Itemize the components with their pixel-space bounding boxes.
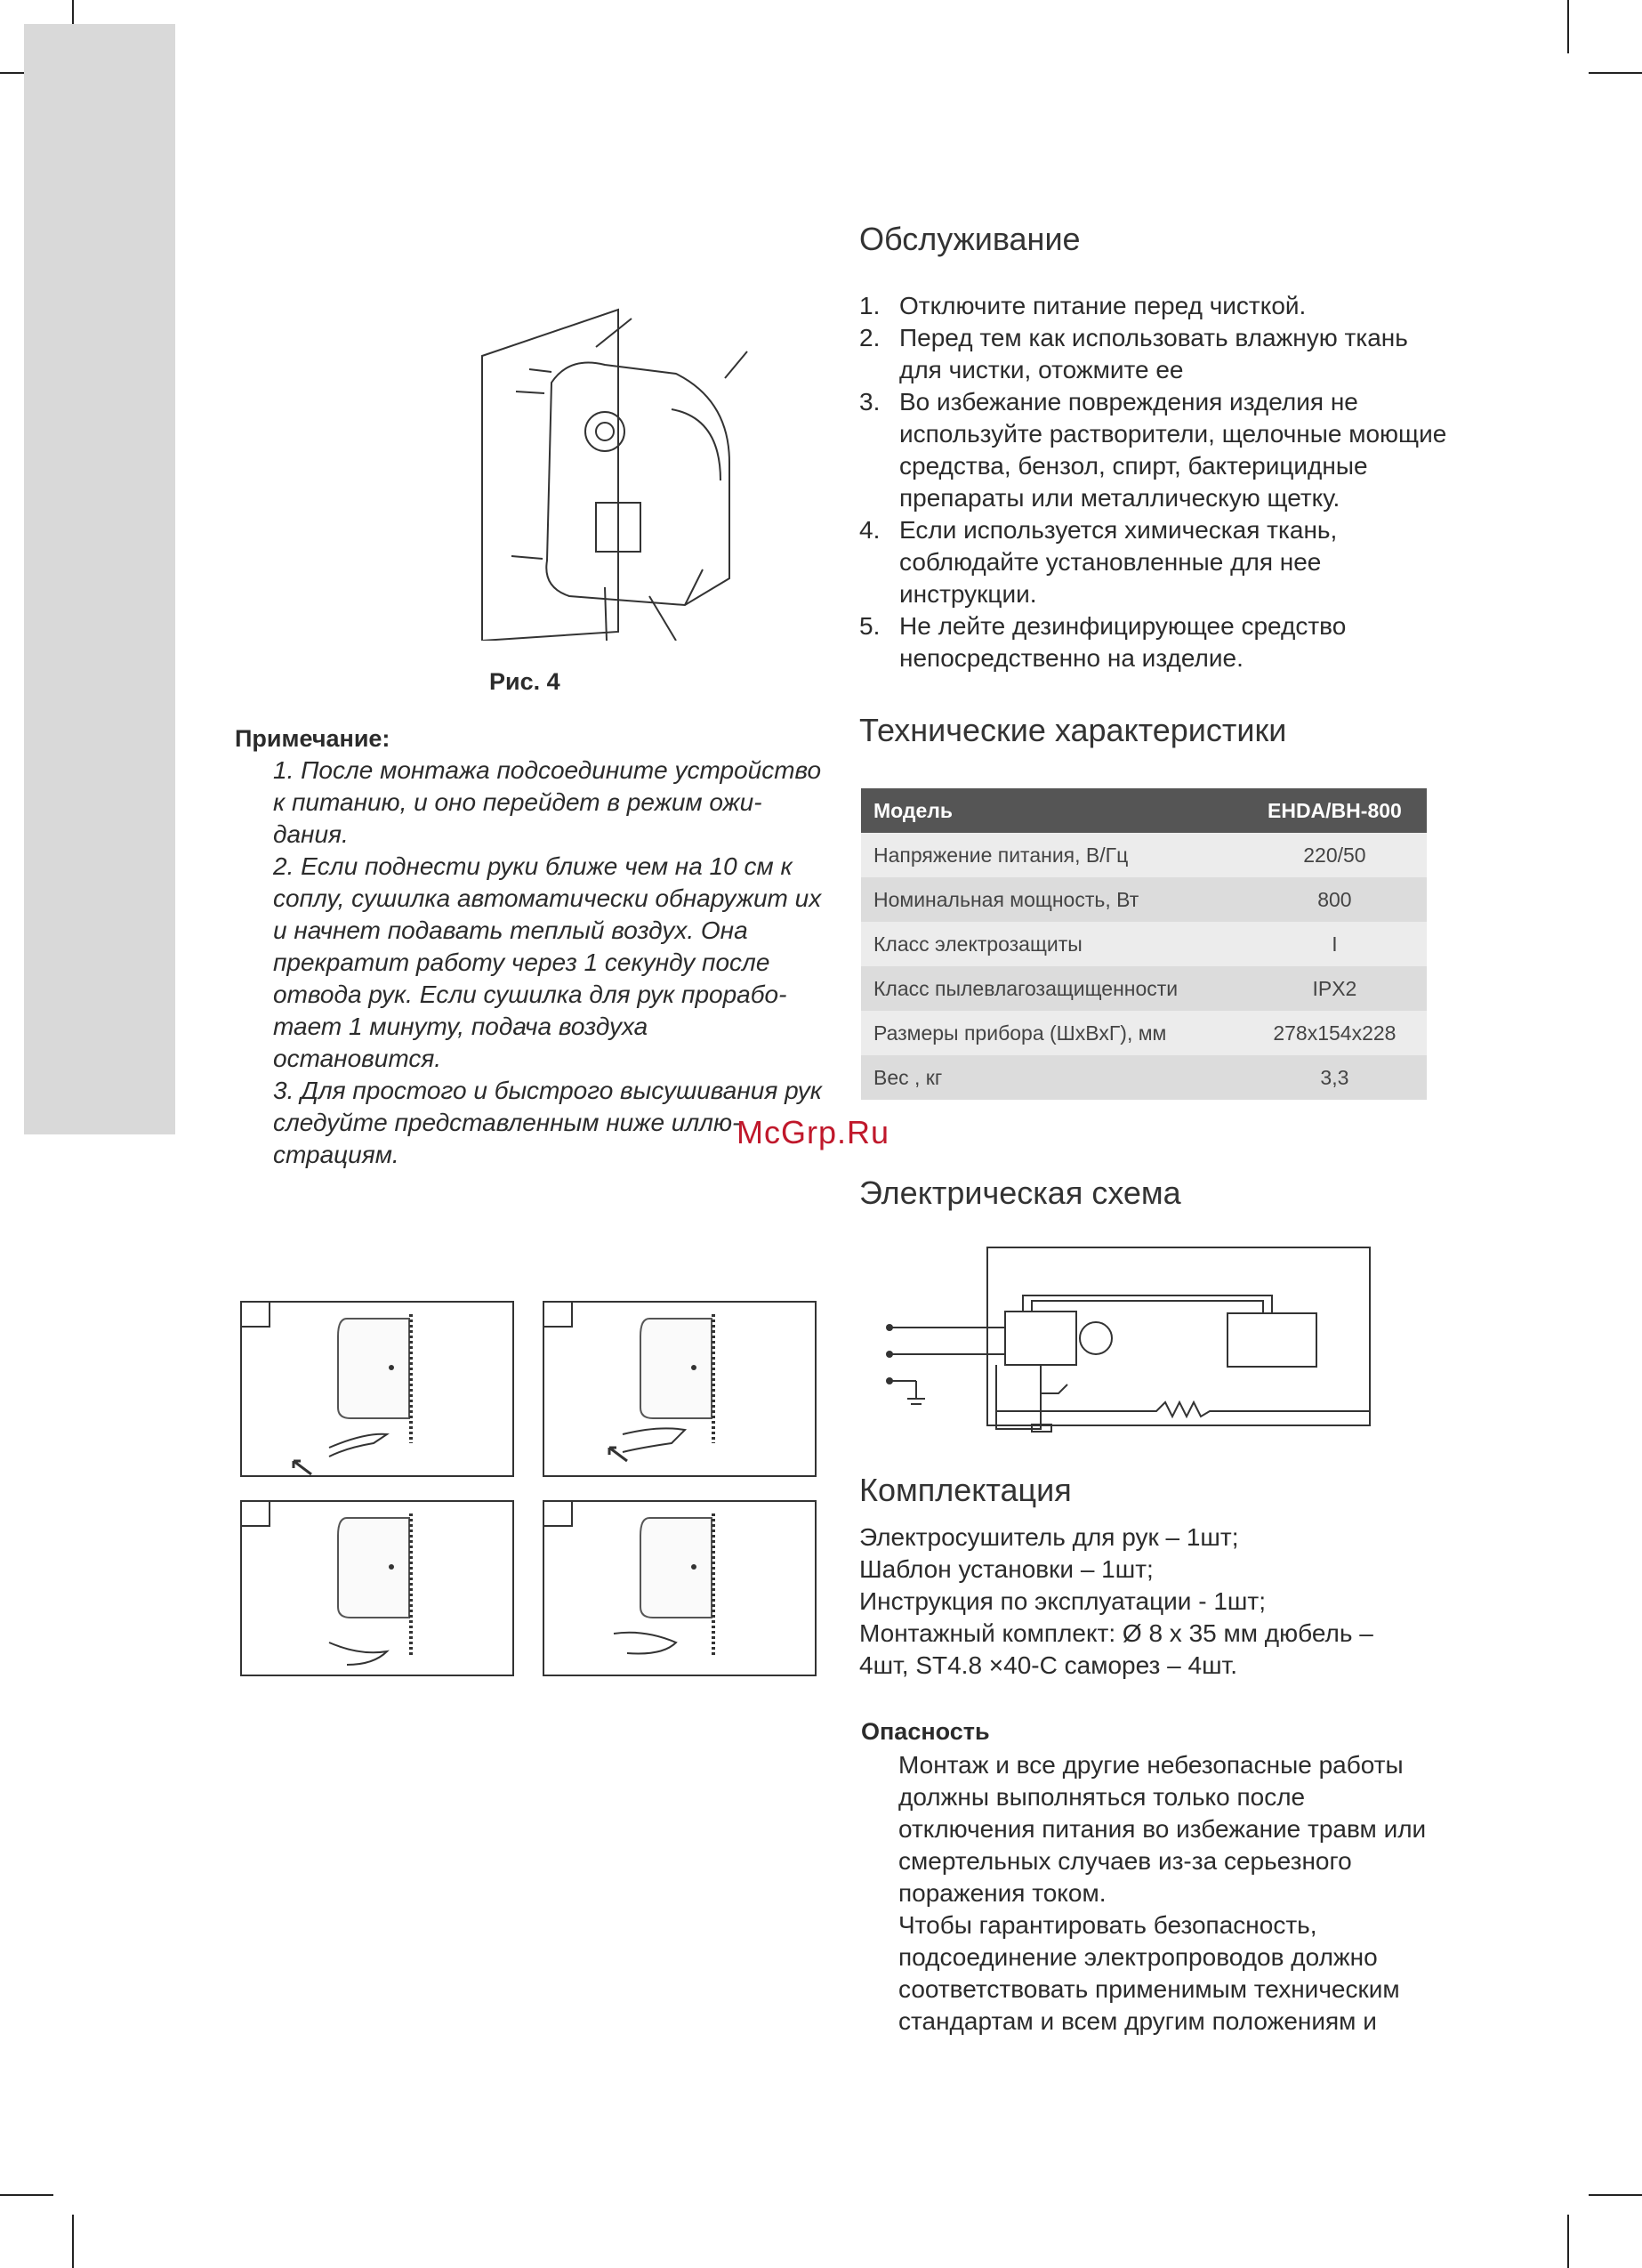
specs-title: Технические характеристики xyxy=(859,712,1287,748)
usage-illustration-2 xyxy=(543,1301,817,1477)
list-item: 5. Не лейте дезинфицирующее средство непосредственно на изделие. xyxy=(859,612,1347,672)
kit-title: Комплектация xyxy=(859,1472,1072,1508)
maintenance-list xyxy=(859,290,1455,674)
table-row: Вес , кг 3,3 xyxy=(861,1055,1427,1100)
list-item: 3. Во избежание повреждения изделия не используйте растворители, щелочные моющие средства, бензол, спирт, бактерицидные препараты или металлическую щетку. xyxy=(859,388,1447,512)
note-item: 3. Для простого и быстрого высушивания рук следуйте представленным ниже иллю-страциям. xyxy=(273,1077,822,1168)
table-row: Класс электрозащиты I xyxy=(861,922,1427,966)
crop-mark xyxy=(1567,0,1569,53)
table-row: Класс пылевлагозащищенности IPX2 xyxy=(861,966,1427,1011)
danger-paragraph: Чтобы гарантировать безопасность, подсоединение электропроводов должно соответствовать применимым техническим стандартам и всем другим положениям и xyxy=(898,1911,1400,2035)
list-item: 2. Перед тем как использовать влажную ткань для чистки, отожмите ее xyxy=(859,324,1408,383)
kit-item: Электросушитель для рук – 1шт; xyxy=(859,1523,1239,1551)
crop-mark xyxy=(1567,2215,1569,2268)
danger-block xyxy=(898,1749,1441,2038)
table-header-row xyxy=(861,788,1427,833)
figure-caption: Рис. 4 xyxy=(489,668,560,695)
kit-item: Инструкция по эксплуатации - 1шт; xyxy=(859,1587,1266,1615)
electric-title: Электрическая схема xyxy=(859,1174,1181,1211)
kit-item: Монтажный комплект: Ø 8 х 35 мм дюбель – 4шт, ST4.8 ×40-C саморез – 4шт. xyxy=(859,1619,1373,1679)
list-item: 1. Отключите питание перед чисткой. xyxy=(859,292,1307,319)
table-row: Номинальная мощность, Вт 800 xyxy=(861,877,1427,922)
maintenance-title: Обслуживание xyxy=(859,221,1081,257)
note-item: 2. Если поднести руки ближе чем на 10 см к соплу, сушилка автоматически обнаружит их и начнет подавать теплый воздух. Она прекратит работу через 1 секунду после отвода рук. Если сушилка для рук прорабо-тает 1 минуту, подача воздуха остановится. xyxy=(273,852,822,1072)
usage-illustration-3 xyxy=(240,1500,514,1676)
danger-paragraph: Монтаж и все другие небезопасные работы должны выполняться только после отключения питания во избежание травм или смертельных случаев из-за серьезного поражения током. xyxy=(898,1751,1427,1907)
crop-mark xyxy=(1589,2194,1642,2196)
kit-list xyxy=(859,1521,1429,1682)
table-header-cell: Модель xyxy=(861,788,1243,833)
usage-illustration-4 xyxy=(543,1500,817,1676)
watermark: McGrp.Ru xyxy=(736,1114,890,1150)
table-header-cell: EHDA/BH-800 xyxy=(1243,788,1427,833)
table-row: Размеры прибора (ШхВхГ), мм 278x154x228 xyxy=(861,1011,1427,1055)
crop-mark xyxy=(72,2215,74,2268)
table-row: Напряжение питания, В/Гц 220/50 xyxy=(861,833,1427,877)
kit-item: Шаблон установки – 1шт; xyxy=(859,1555,1154,1583)
note-title: Примечание: xyxy=(235,725,390,752)
danger-title: Опасность xyxy=(861,1718,990,1745)
side-margin-bar xyxy=(24,24,175,1134)
usage-illustration-1 xyxy=(240,1301,514,1477)
note-item: 1. После монтажа подсоедините устройство к питанию, и оно перейдет в режим ожи-дания. xyxy=(273,756,822,848)
mounting-illustration xyxy=(463,303,783,641)
crop-mark xyxy=(1589,72,1642,74)
wiring-diagram xyxy=(863,1242,1379,1456)
specs-table xyxy=(861,788,1427,1100)
crop-mark xyxy=(0,2194,53,2196)
list-item: 4. Если используется химическая ткань, соблюдайте установленные для нее инструкции. xyxy=(859,516,1338,608)
note-block xyxy=(235,722,822,1171)
